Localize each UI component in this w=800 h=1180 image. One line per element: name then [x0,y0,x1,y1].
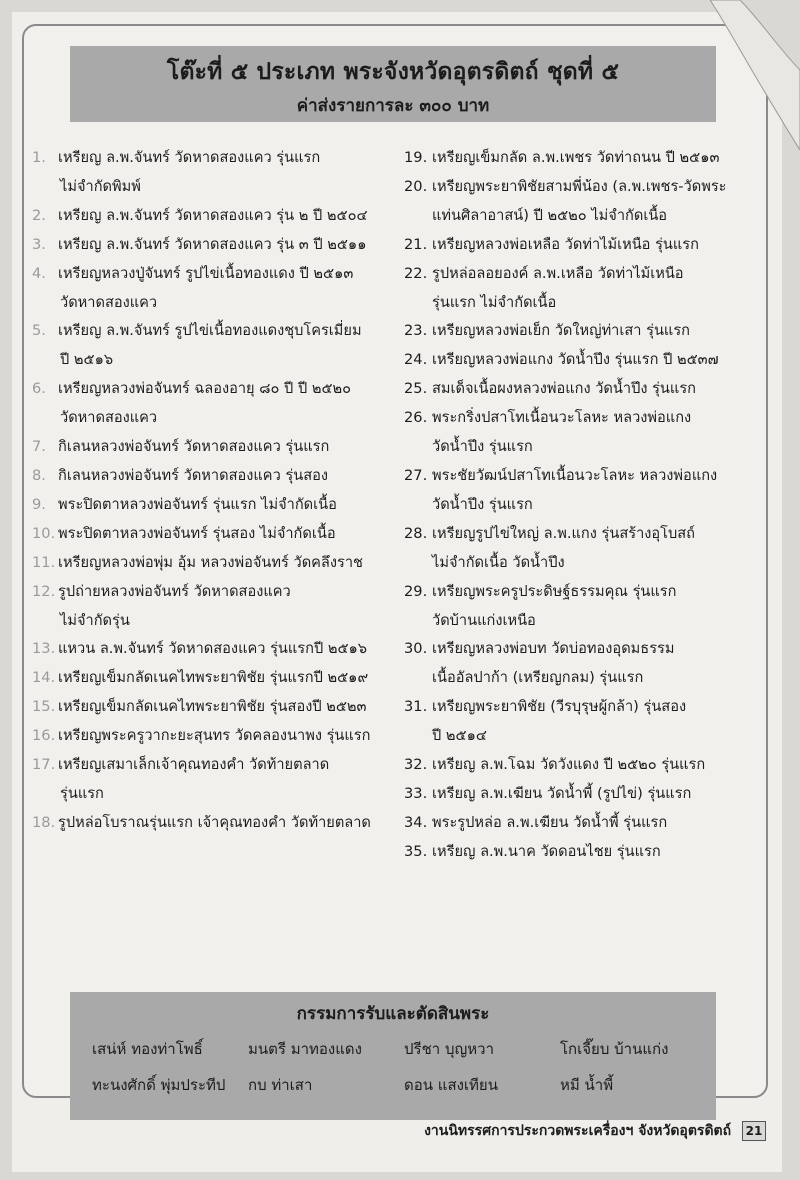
item-text: เหรียญเข็มกลัดเนคไทพระยาพิชัย รุ่นแรกปี ๒๕๑๙ [58,669,369,687]
item-text-continued: เนื้ออัลปาก้า (เหรียญกลม) รุ่นแรก [432,669,644,687]
item-text: เหรียญพระครูวากะยะสุนทร วัดคลองนาพง รุ่นแรก [58,727,371,745]
item-text: เหรียญพระยาพิชัย (วีรบุรุษผู้กล้า) รุ่นสอง [432,698,687,716]
committee-name: ดอน แสงเทียน [404,1076,498,1094]
item-text: เหรียญ ล.พ.จันทร์ รูปไข่เนื้อทองแดงชุบโครเมี่ยม [58,322,362,340]
list-item [32,260,387,289]
list-item [404,375,760,404]
committee-name: เสน่ห์ ทองท่าโพธิ์ [92,1040,203,1058]
list-item [404,462,760,491]
item-number: 20. [404,177,428,195]
item-text: รูปหล่อโบราณรุ่นแรก เจ้าคุณทองคำ วัดท้ายตลาด [58,813,371,831]
list-item [404,520,760,549]
footer [366,1120,766,1142]
item-number: 30. [404,640,428,658]
item-number: 25. [404,380,428,398]
list-item [404,231,760,260]
item-text-continued: ไม่จำกัดรุ่น [60,611,130,629]
list-item [404,780,760,809]
list-item [404,693,760,722]
list-item [32,202,387,231]
list-item [32,375,387,404]
item-number: 16. [32,727,56,745]
item-number: 32. [404,756,428,774]
item-text: เหรียญเข็มกลัดเนคไทพระยาพิชัย รุ่นสองปี ๒๕๒๓ [58,698,367,716]
list-item [32,144,387,173]
item-number: 24. [404,351,428,369]
item-text: เหรียญ ล.พ.เฆียน วัดน้ำพี้ (รูปไข่) รุ่นแรก [432,784,692,802]
item-number: 7. [32,438,46,456]
item-text-continued: รุ่นแรก [60,784,104,802]
list-item [404,578,760,607]
item-text-continued: ไม่จำกัดเนื้อ วัดน้ำปึง [432,553,565,571]
list-item [32,462,387,491]
item-number: 4. [32,264,46,282]
item-text: เหรียญรูปไข่ใหญ่ ล.พ.แกง รุ่นสร้างอุโบสถ์ [432,524,696,542]
list-item [404,809,760,838]
list-item [404,173,760,202]
list-item [404,260,760,289]
item-text: เหรียญหลวงพ่อเหลือ วัดท่าไม้เหนือ รุ่นแรก [432,235,699,253]
item-text: พระปิดตาหลวงพ่อจันทร์ รุ่นสอง ไม่จำกัดเนื้อ [58,524,336,542]
item-text: เหรียญ ล.พ.โฉม วัดวังแดง ปี ๒๕๒๐ รุ่นแรก [432,756,706,774]
item-number: 29. [404,582,428,600]
item-number: 27. [404,466,428,484]
item-text: เหรียญหลวงพ่อบท วัดบ่อทองอุดมธรรม [432,640,675,658]
item-text-continued: วัดบ้านแก่งเหนือ [432,611,536,629]
list-item [32,317,387,346]
committee-name: ทะนงศักดิ์ พุ่มประทีป [92,1076,226,1094]
list-item [32,433,387,462]
item-number: 21. [404,235,428,253]
item-text: รูปถ่ายหลวงพ่อจันทร์ วัดหาดสองแคว [58,582,291,600]
item-text: แหวน ล.พ.จันทร์ วัดหาดสองแคว รุ่นแรกปี ๒๕๑๖ [58,640,368,658]
list-item [32,635,387,664]
item-number: 1. [32,149,46,166]
item-text: เหรียญพระยาพิชัยสามพี่น้อง (ล.พ.เพชร-วัดพระ [432,177,727,195]
item-number: 19. [404,149,428,166]
item-number: 12. [32,582,56,600]
item-text: เหรียญหลวงพ่อจันทร์ ฉลองอายุ ๘๐ ปี ปี ๒๕๒๐ [58,380,352,398]
item-text: กิเลนหลวงพ่อจันทร์ วัดหาดสองแคว รุ่นสอง [58,466,329,484]
item-text: เหรียญพระครูประดิษฐ์ธรรมคุณ รุ่นแรก [432,582,677,600]
item-number: 23. [404,322,428,340]
list-item [404,317,760,346]
item-text: เหรียญหลวงพ่อพุ่ม อุ้ม หลวงพ่อจันทร์ วัดคลึงราช [58,553,363,571]
item-text: พระชัยวัฒน์ปสาโทเนื้อนวะโลหะ หลวงพ่อแกง [432,466,718,484]
list-item [404,144,760,173]
item-text-continued: ปี ๒๕๑๔ [432,727,487,745]
item-number: 31. [404,698,428,716]
item-text: พระปิดตาหลวงพ่อจันทร์ รุ่นแรก ไม่จำกัดเนื้อ [58,495,337,513]
list-item [32,722,387,751]
item-text: พระรูปหล่อ ล.พ.เฆียน วัดน้ำพี้ รุ่นแรก [432,813,668,831]
list-item [32,549,387,578]
item-number: 11. [32,553,56,571]
item-text: เหรียญเสมาเล็กเจ้าคุณทองคำ วัดท้ายตลาด [58,756,330,774]
list-item [404,404,760,433]
right-column [404,144,760,867]
item-text-continued: รุ่นแรก ไม่จำกัดเนื้อ [432,293,557,311]
committee-title: กรรมการรับและตัดสินพระ [296,1004,490,1024]
item-text-continued: แท่นศิลาอาสน์) ปี ๒๕๒๐ ไม่จำกัดเนื้อ [432,206,668,224]
item-number: 14. [32,669,56,687]
committee-name: หมี น้ำพี้ [560,1076,614,1094]
item-text: เหรียญเข็มกลัด ล.พ.เพชร วัดท่าถนน ปี ๒๕๑๓ [432,149,720,166]
list-item [404,346,760,375]
item-number: 35. [404,842,428,860]
item-text: พระกริ่งปสาโทเนื้อนวะโลหะ หลวงพ่อแกง [432,409,692,427]
item-text: เหรียญ ล.พ.จันทร์ วัดหาดสองแคว รุ่น ๓ ปี ๒๕๑๑ [58,235,367,253]
page-curl-icon [710,0,800,150]
list-item [32,520,387,549]
shipping-fee: ค่าส่งรายการละ ๓๐๐ บาท [296,96,490,116]
table-title: โต๊ะที่ ๕ ประเภท พระจังหวัดอุตรดิตถ์ ชุดที่ ๕ [166,59,620,85]
committee-names [70,1027,716,1097]
footer-text: งานนิทรรศการประกวดพระเครื่องฯ จังหวัดอุตรดิตถ์ [424,1123,732,1139]
list-item [32,578,387,607]
item-text-continued: วัดน้ำปึง รุ่นแรก [432,438,533,456]
item-number: 9. [32,495,46,513]
item-number: 22. [404,264,428,282]
item-number: 17. [32,756,56,774]
item-text: เหรียญ ล.พ.นาค วัดดอนไชย รุ่นแรก [432,842,661,860]
list-item [32,693,387,722]
item-number: 18. [32,813,56,831]
item-number: 10. [32,524,56,542]
item-text-continued: วัดน้ำปึง รุ่นแรก [432,495,533,513]
item-text: รูปหล่อลอยองค์ ล.พ.เหลือ วัดท่าไม้เหนือ [432,264,684,282]
item-number: 13. [32,640,56,658]
committee-name: ปรีชา บุญหวา [404,1040,494,1058]
item-text: สมเด็จเนื้อผงหลวงพ่อแกง วัดน้ำปึง รุ่นแรก [432,380,696,398]
list-item [32,751,387,780]
item-text-continued: ไม่จำกัดพิมพ์ [60,177,141,195]
item-number: 5. [32,322,46,340]
item-text: เหรียญหลวงปู่จันทร์ รูปไข่เนื้อทองแดง ปี ๒๕๑๓ [58,264,354,282]
item-number: 26. [404,409,428,427]
list-item [32,231,387,260]
committee-name: กบ ท่าเสา [248,1076,313,1094]
item-number: 8. [32,466,46,484]
table-header [70,46,716,122]
item-number: 34. [404,813,428,831]
item-text: เหรียญหลวงพ่อเย็ก วัดใหญ่ท่าเสา รุ่นแรก [432,322,691,340]
item-number: 6. [32,380,46,398]
list-item [32,809,387,838]
committee-box [70,992,716,1120]
item-text: กิเลนหลวงพ่อจันทร์ วัดหาดสองแคว รุ่นแรก [58,438,330,456]
item-number: 15. [32,698,56,716]
item-text-continued: วัดหาดสองแคว [60,293,158,311]
committee-name: โกเจี๊ยบ บ้านแก่ง [560,1040,669,1058]
item-text-continued: ปี ๒๕๑๖ [60,351,114,369]
page-number: 21 [742,1121,766,1141]
list-item [404,635,760,664]
item-number: 2. [32,206,46,224]
left-column [32,144,387,838]
list-item [32,491,387,520]
list-item [404,838,760,867]
committee-name: มนตรี มาทองแดง [248,1040,362,1058]
list-item [404,751,760,780]
item-text: เหรียญ ล.พ.จันทร์ วัดหาดสองแคว รุ่นแรก [58,149,321,166]
item-number: 3. [32,235,46,253]
item-number: 33. [404,784,428,802]
list-item [32,664,387,693]
item-text: เหรียญหลวงพ่อแกง วัดน้ำปึง รุ่นแรก ปี ๒๕๓๗ [432,351,719,369]
item-text-continued: วัดหาดสองแคว [60,409,158,427]
item-number: 28. [404,524,428,542]
item-text: เหรียญ ล.พ.จันทร์ วัดหาดสองแคว รุ่น ๒ ปี ๒๕๐๔ [58,206,368,224]
